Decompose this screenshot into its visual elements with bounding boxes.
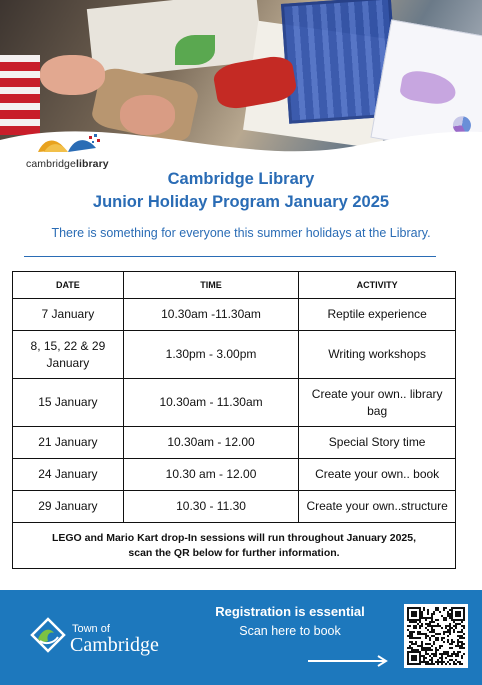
page-title: Cambridge Library bbox=[167, 170, 315, 188]
divider bbox=[24, 256, 436, 257]
table-row bbox=[13, 427, 456, 459]
column-header-time: TIME bbox=[123, 272, 299, 299]
table-row bbox=[13, 379, 456, 427]
time-cell: 10.30am - 11.30am bbox=[123, 379, 299, 427]
activity-cell: Writing workshops bbox=[299, 331, 456, 379]
drop-in-note bbox=[13, 523, 456, 569]
scan-to-book-text: Scan here to book bbox=[239, 624, 341, 638]
note-line-1: LEGO and Mario Kart drop-In sessions will run throughout January 2025, bbox=[51, 531, 417, 544]
date-cell: 29 January bbox=[13, 491, 124, 523]
town-of-cambridge-logo: Town of Cambridge bbox=[28, 615, 178, 660]
table-row bbox=[13, 459, 456, 491]
note-row bbox=[13, 523, 456, 569]
library-book-icon bbox=[34, 132, 104, 156]
intro-text: There is something for everyone this summer holidays at the Library. bbox=[51, 226, 431, 240]
activity-cell: Reptile experience bbox=[299, 299, 456, 331]
column-header-activity: ACTIVITY bbox=[299, 272, 456, 299]
activity-cell: Create your own..structure bbox=[299, 491, 456, 523]
note-line-2: scan the QR below for further information. bbox=[128, 546, 340, 559]
schedule-table bbox=[12, 271, 456, 569]
table-row bbox=[13, 491, 456, 523]
time-cell: 1.30pm - 3.00pm bbox=[123, 331, 299, 379]
time-cell: 10.30 - 11.30 bbox=[123, 491, 299, 523]
footer-banner bbox=[0, 590, 482, 685]
arrow-right-icon bbox=[306, 654, 390, 668]
activity-cell: Create your own.. library bag bbox=[299, 379, 456, 427]
qr-code-icon bbox=[407, 607, 465, 665]
time-cell: 10.30am -11.30am bbox=[123, 299, 299, 331]
registration-heading: Registration is essential bbox=[215, 604, 365, 619]
date-cell: 21 January bbox=[13, 427, 124, 459]
date-cell: 7 January bbox=[13, 299, 124, 331]
date-cell: 15 January bbox=[13, 379, 124, 427]
program-title: Junior Holiday Program January 2025 bbox=[92, 193, 390, 211]
activity-cell: Create your own.. book bbox=[299, 459, 456, 491]
cambridge-library-logo: cambridgelibrary bbox=[26, 132, 116, 172]
date-cell: 24 January bbox=[13, 459, 124, 491]
table-row bbox=[13, 331, 456, 379]
time-cell: 10.30am - 12.00 bbox=[123, 427, 299, 459]
table-row bbox=[13, 299, 456, 331]
activity-cell: Special Story time bbox=[299, 427, 456, 459]
time-cell: 10.30 am - 12.00 bbox=[123, 459, 299, 491]
swan-emblem-icon bbox=[28, 615, 68, 655]
booking-qr-code[interactable] bbox=[404, 604, 468, 668]
date-cell: 8, 15, 22 & 29 January bbox=[13, 331, 124, 379]
column-header-date: DATE bbox=[13, 272, 124, 299]
table-header-row bbox=[13, 272, 456, 299]
